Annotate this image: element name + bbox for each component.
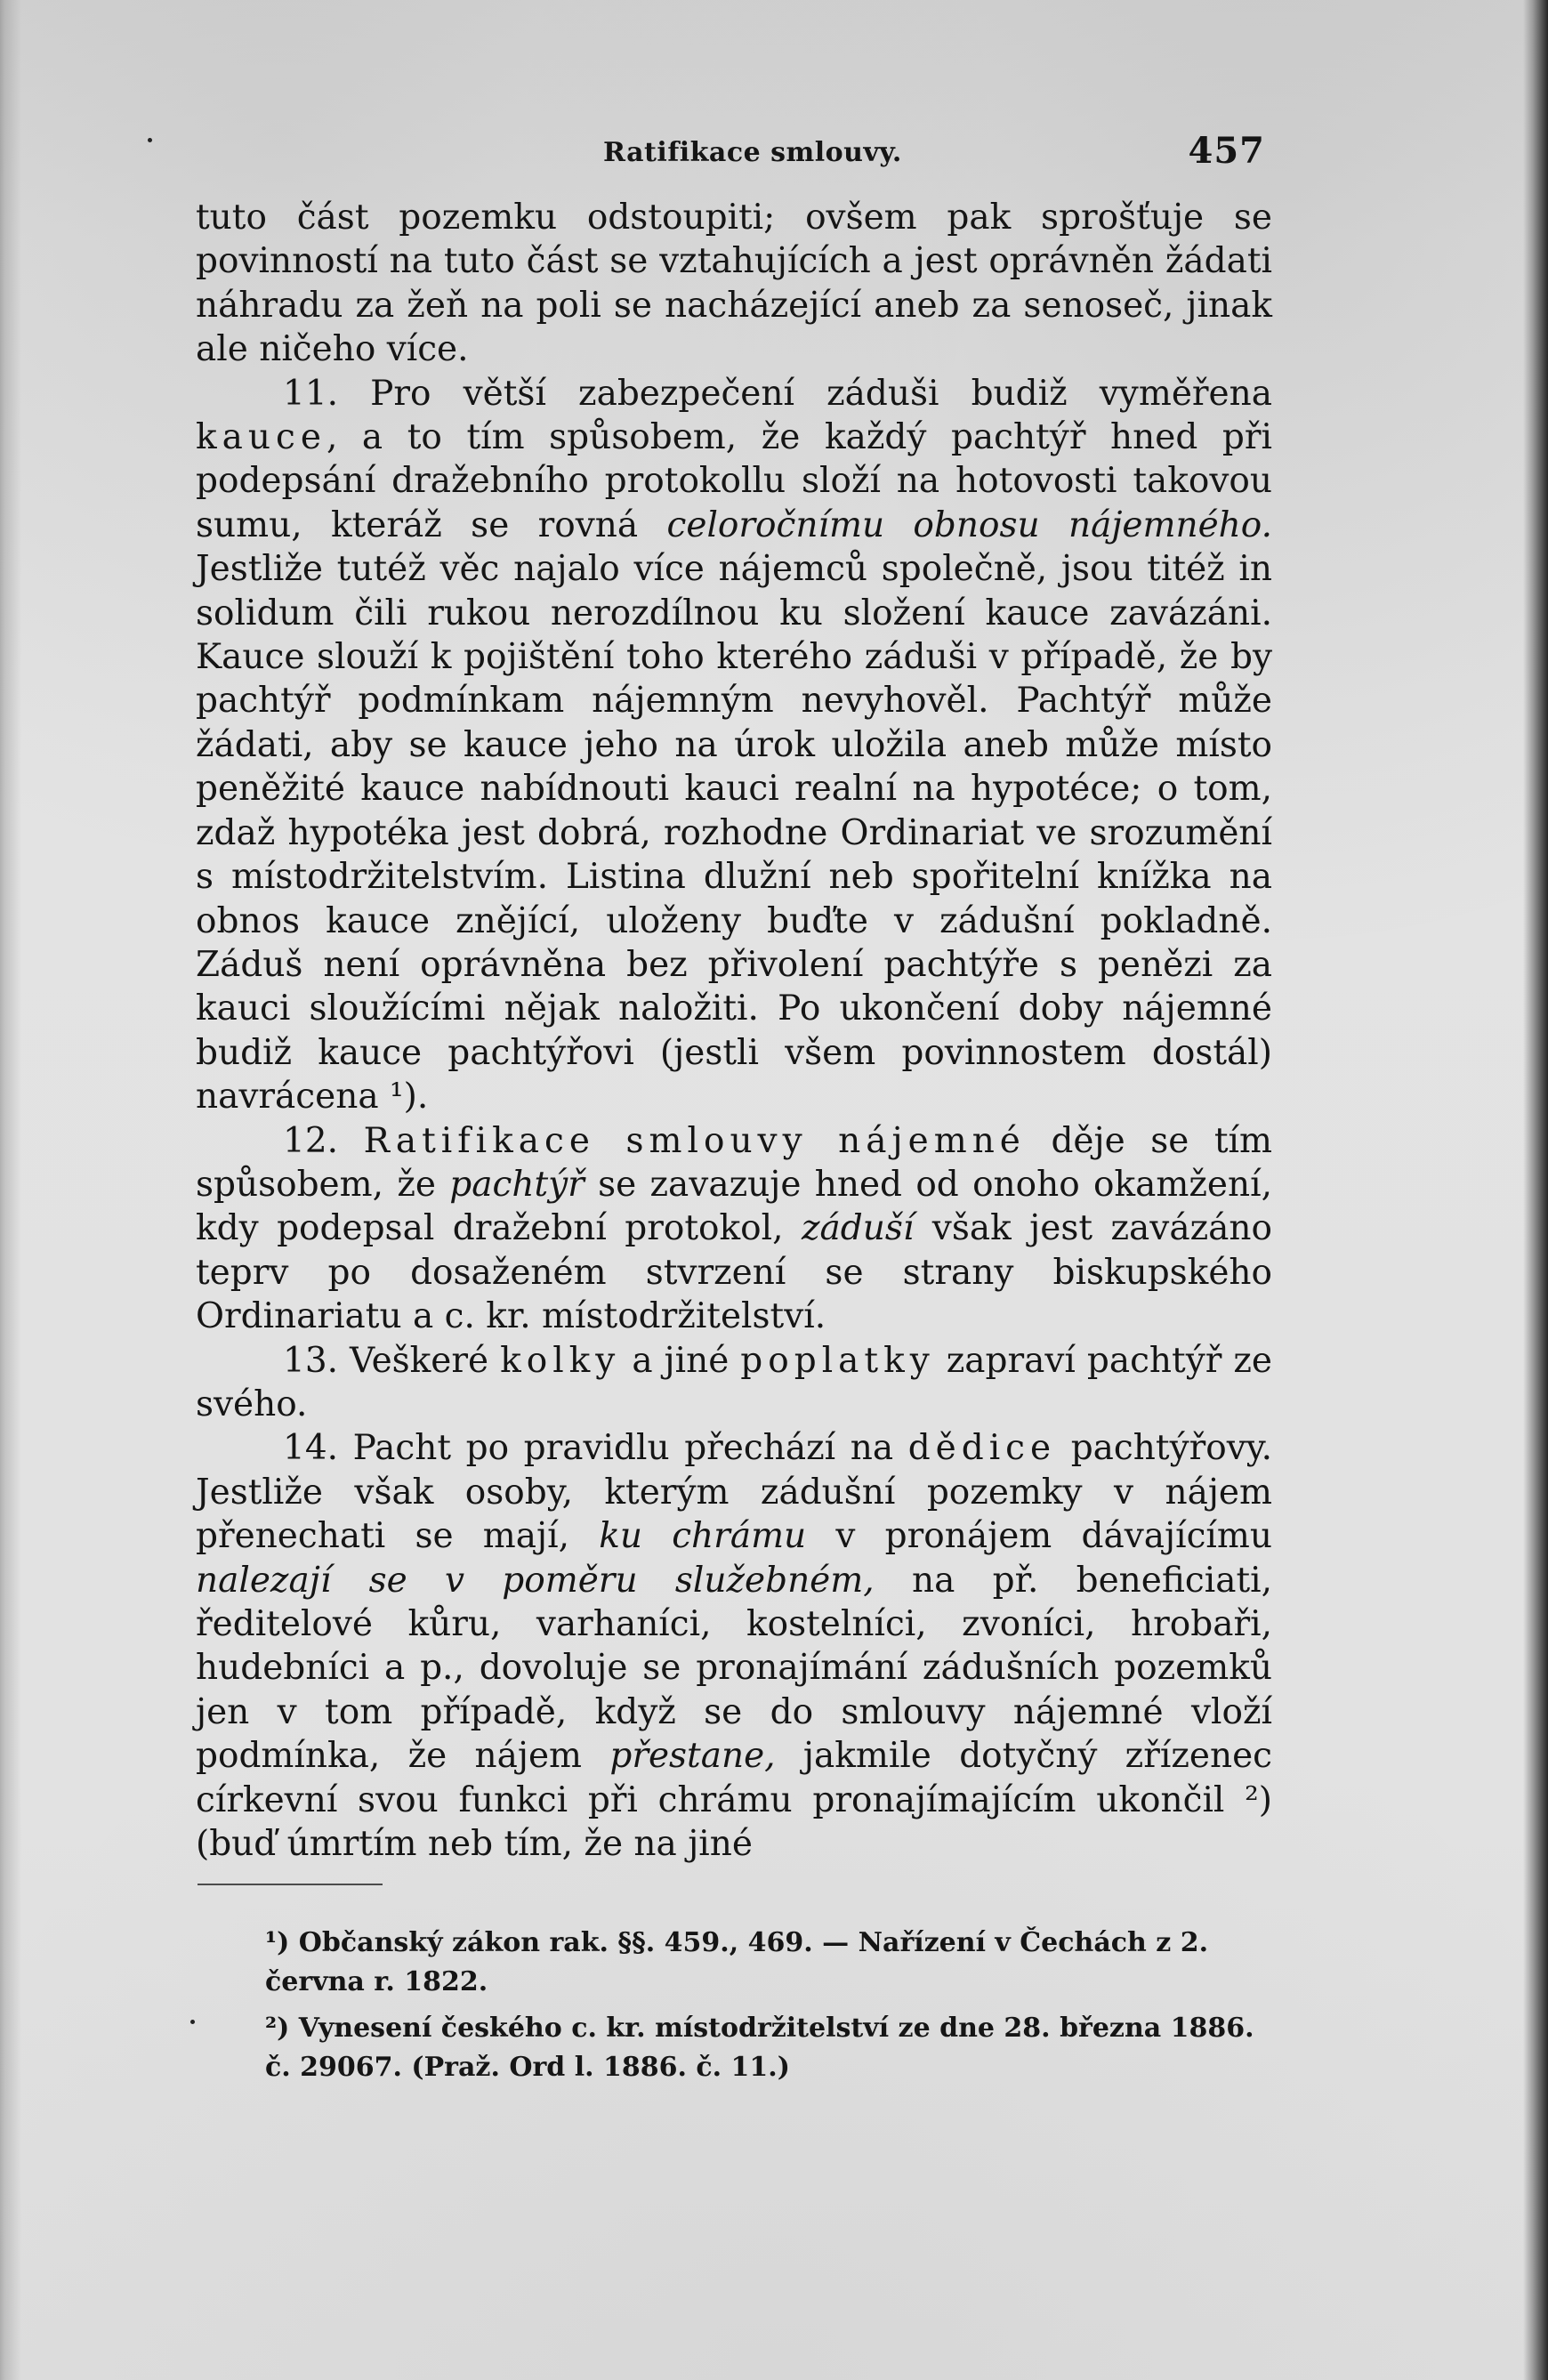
paragraph-text: v pronájem dávajícímu (806, 1516, 1272, 1557)
italic-emphasis: ku chrámu (599, 1516, 807, 1557)
italic-emphasis: přestane, (609, 1736, 776, 1777)
paragraph-13 (196, 1339, 1272, 1427)
paragraph-text: však jest zavázáno teprv po dosaženém stvrzení se strany biskupského Ordinariatu a c. kr. místodržitelství. (196, 1208, 1272, 1337)
page-header (196, 125, 1272, 178)
paragraph-number: 12. (283, 1120, 339, 1161)
footnote-1 (265, 1924, 1269, 2002)
paragraph-text: Veškeré (350, 1340, 501, 1381)
paragraph-number: 14. (283, 1428, 339, 1469)
spaced-emphasis: kolky (500, 1340, 621, 1381)
italic-emphasis: celoročnímu obnosu nájemného. (666, 504, 1272, 545)
paragraph-text: Jestliže tutéž věc najalo více nájemců společně, jsou titéž in solidum čili rukou nerozdílnou ku složení kauce zavázáni. Kauce slouží k pojištění toho kterého záduši v případě, že by pachtýř podmínkam nájemným nevyhověl. Pachtýř může žádati, aby se kauce jeho na úrok uložila aneb může místo peněžité kauce nabídnouti kauci realní na hypotéce; o tom, zdaž hypotéka jest dobrá, rozhodne Ordinariat ve srozumění s místodržitelstvím. Listina dlužní neb spořitelní knížka na obnos kauce znějící, uloženy buďte v zádušní pokladně. Záduš není oprávněna bez přivolení pachtýře s penězi za kauci sloužícími nějak naložiti. Po ukončení doby nájemné budiž kauce pachtýřovi (jestli všem povinnostem dostál) navrácena ¹). (196, 549, 1272, 1117)
italic-emphasis: nalezají se v poměru služebném, (196, 1560, 875, 1601)
paragraph-number: 13. (283, 1340, 339, 1381)
page-dot-mark (148, 138, 152, 142)
spaced-emphasis: Ratifikace smlouvy nájemné (363, 1120, 1026, 1161)
paragraph-12 (196, 1119, 1272, 1339)
spaced-emphasis: kauce (196, 417, 327, 458)
italic-emphasis: pachtýř (449, 1164, 585, 1205)
paragraph-text: Pacht po pravidlu přechází na (352, 1428, 908, 1469)
running-title: Ratifikace smlouvy. (603, 137, 902, 168)
footnote-marker: ¹) (265, 1927, 290, 1958)
paragraph-continuation (196, 196, 1272, 372)
paragraph-text: jakmile dotyčný zřízenec církevní svou funkci při chrámu pronajímajícím ukončil ²) (buď úmrtím neb tím, že na jiné (196, 1736, 1272, 1865)
paragraph-text: a jiné (620, 1340, 741, 1381)
paragraph-text: pachtýřovy. Jestliže však osoby, kterým zádušní pozemky v nájem přenechati se mají, (196, 1428, 1273, 1557)
italic-emphasis: záduší (801, 1208, 915, 1249)
spaced-emphasis: poplatky (740, 1340, 935, 1381)
paragraph-11 (196, 372, 1272, 1119)
footnote-text: Vynesení českého c. kr. místodržitelství ze dne 28. března 1886. č. 29067. (Praž. Ord l. 1886. č. 11.) (265, 2013, 1254, 2083)
left-binding-shadow (0, 0, 21, 2380)
page-dot-mark (190, 2020, 195, 2024)
footnote-marker: ²) (265, 2013, 290, 2044)
paragraph-number: 11. (283, 373, 339, 414)
paragraph-text: na př. beneficiati, ředitelové kůru, varhaníci, kostelníci, zvoníci, hrobaři, hudebníci a p., dovoluje se pronajímání zádušních pozemků jen v tom případě, když se do smlouvy nájemné vloží podmínka, že nájem (196, 1560, 1273, 1777)
paragraph-text: Pro větší zabezpečení záduši budiž vyměřena (370, 373, 1272, 414)
page-number: 457 (1188, 130, 1265, 172)
footnote-text: Občanský zákon rak. §§. 459., 469. — Nařízení v Čechách z 2. června r. 1822. (265, 1927, 1209, 1997)
paragraph-text: se zavazuje hned od onoho okamžení, kdy podepsal dražební protokol, (196, 1164, 1273, 1249)
paragraph-14 (196, 1426, 1272, 1866)
paragraph-text: děje se tím spůsobem, že (196, 1120, 1272, 1205)
footnote-2 (265, 2009, 1269, 2087)
footnote-separator (198, 1884, 383, 1885)
paragraph-text: zapraví pachtýř ze svého. (196, 1340, 1272, 1424)
right-page-edge (1523, 0, 1548, 2380)
footnotes (265, 1924, 1269, 2094)
paragraph-text: , a to tím spůsobem, že každý pachtýř hned při podepsání dražebního protokollu složí na hotovosti takovou sumu, kteráž se rovná (196, 417, 1272, 545)
paragraph-text: tuto část pozemku odstoupiti; ovšem pak sprošťuje se povinností na tuto část se vztahujících a jest oprávněn žádati náhradu za žeň na poli se nacházející aneb za senoseč, jinak ale ničeho více. (196, 198, 1272, 370)
main-text (196, 196, 1272, 1866)
spaced-emphasis: dědice (907, 1428, 1057, 1469)
